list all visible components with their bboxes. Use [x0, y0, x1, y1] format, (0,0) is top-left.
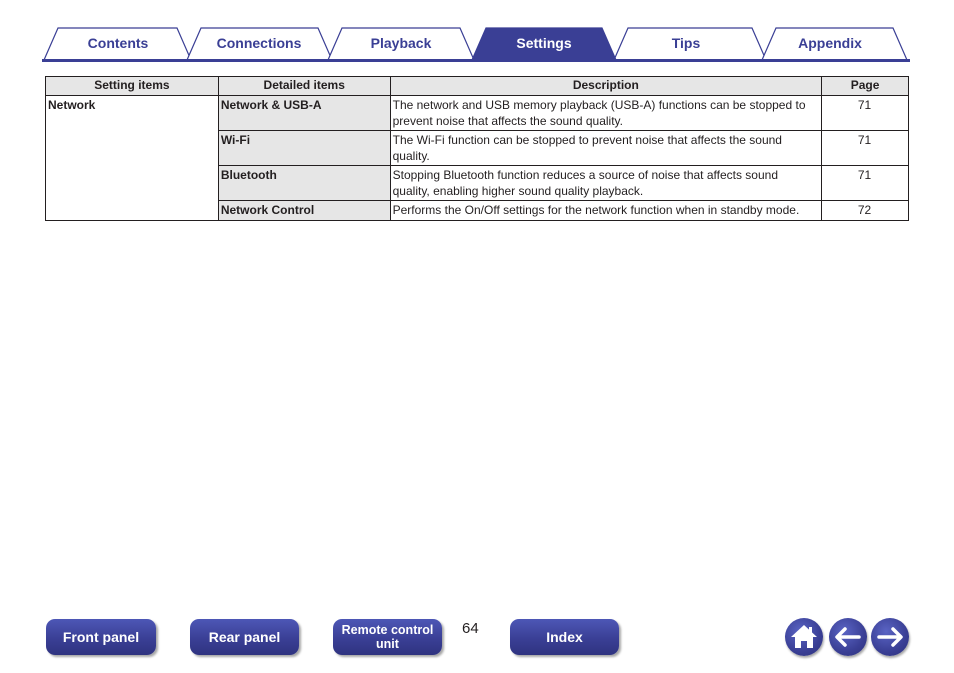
remote-label-line1: Remote control [341, 623, 434, 637]
index-button[interactable] [510, 619, 619, 655]
front-panel-label: Front panel [62, 629, 140, 645]
table-header-row [46, 77, 909, 96]
tab-settings[interactable]: Settings [516, 35, 572, 51]
back-button[interactable] [829, 618, 867, 656]
table-row [46, 96, 909, 131]
settings-table [45, 76, 909, 221]
header-setting-items: Setting items [46, 77, 219, 96]
home-icon [785, 618, 823, 656]
header-description: Description [390, 77, 821, 96]
index-label: Index [546, 629, 583, 645]
detail-bluetooth: Bluetooth [218, 166, 390, 201]
home-button[interactable] [785, 618, 823, 656]
remote-control-unit-button[interactable] [333, 619, 442, 655]
arrow-left-icon [829, 618, 867, 656]
header-page: Page [822, 77, 909, 96]
page-link[interactable]: 71 [822, 166, 909, 201]
page-number: 64 [462, 620, 479, 637]
header-detailed-items: Detailed items [218, 77, 390, 96]
forward-button[interactable] [871, 618, 909, 656]
front-panel-button[interactable] [46, 619, 156, 655]
setting-group-network: Network [46, 96, 219, 221]
remote-label-line2: unit [376, 637, 399, 651]
detail-wifi: Wi-Fi [218, 131, 390, 166]
description-cell: Stopping Bluetooth function reduces a source of noise that affects sound quality, enabling higher sound quality playback. [390, 166, 821, 201]
tab-underline [42, 59, 910, 62]
rear-panel-label: Rear panel [208, 629, 281, 645]
tab-playback[interactable]: Playback [370, 35, 432, 51]
tab-tips[interactable]: Tips [671, 35, 701, 51]
tab-appendix[interactable]: Appendix [798, 35, 862, 51]
description-cell: Performs the On/Off settings for the network function when in standby mode. [390, 201, 821, 221]
detail-network-usb: Network & USB-A [218, 96, 390, 131]
page-link[interactable]: 71 [822, 96, 909, 131]
tab-connections[interactable]: Connections [216, 35, 302, 51]
detail-network-control: Network Control [218, 201, 390, 221]
arrow-right-icon [871, 618, 909, 656]
description-cell: The network and USB memory playback (USB-A) functions can be stopped to prevent noise that affects the sound quality. [390, 96, 821, 131]
description-cell: The Wi-Fi function can be stopped to prevent noise that affects the sound quality. [390, 131, 821, 166]
tab-contents[interactable]: Contents [87, 35, 149, 51]
tab-bar [42, 26, 910, 62]
page-link[interactable]: 72 [822, 201, 909, 221]
rear-panel-button[interactable] [190, 619, 299, 655]
page-link[interactable]: 71 [822, 131, 909, 166]
